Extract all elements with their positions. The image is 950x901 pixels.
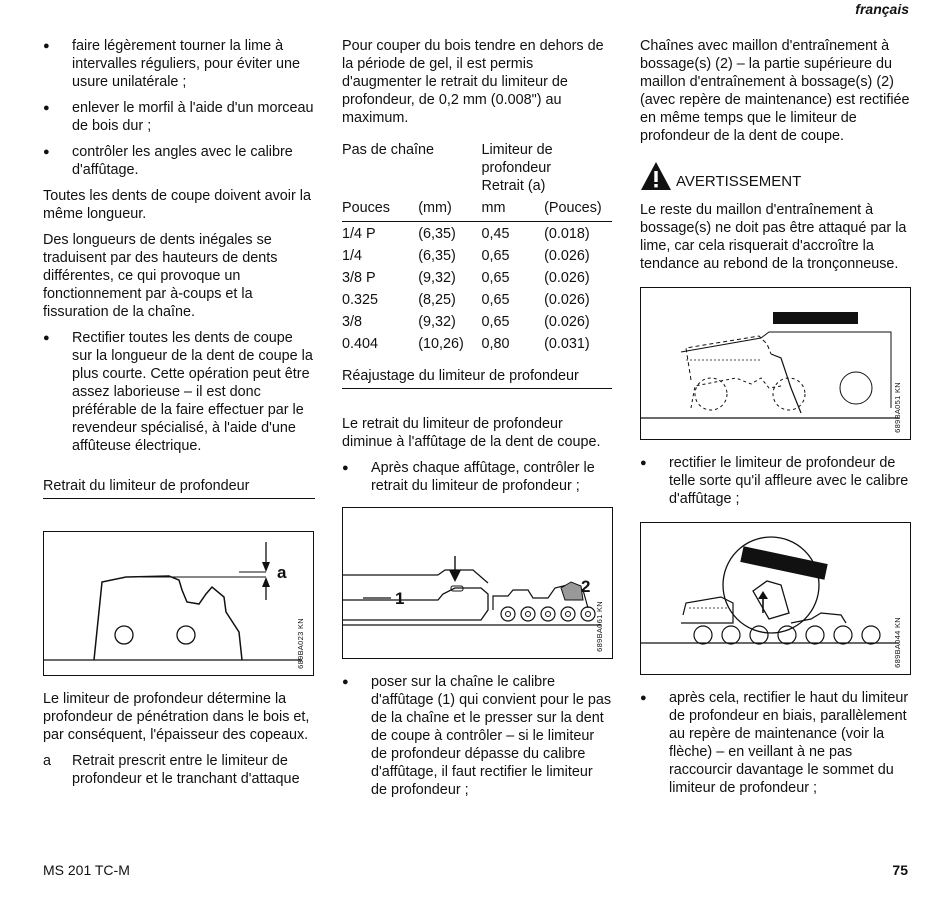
bullet-item: ● enlever le morfil à l'aide d'un morceau de bois dur ;	[43, 99, 315, 135]
paragraph: Le retrait du limiteur de profondeur diminue à l'affûtage de la dent de coupe.	[342, 416, 601, 450]
table-cell: (8,25)	[418, 292, 456, 308]
warning-heading	[640, 161, 910, 191]
table-cell: 3/8	[342, 314, 363, 330]
depth-gauge-table	[342, 141, 612, 357]
gauge-check-figure	[342, 507, 613, 659]
column-2	[342, 37, 612, 807]
legend-item-a	[43, 752, 315, 788]
table-cell: (0.026)	[544, 248, 590, 264]
label-2: 2	[581, 577, 591, 596]
table-row	[342, 269, 612, 291]
label-1: 1	[395, 589, 405, 608]
table-cell: 0.325	[342, 292, 379, 308]
paragraph: Le limiteur de profondeur détermine la profondeur de pénétration dans le bois et, par conséquent, l'épaisseur des copeaux.	[43, 691, 310, 743]
bullet-item: ● Rectifier toutes les dents de coupe sur la longueur de la dent de coupe la plus courte. Cette opération peut être assez laborieuse – il est donc préférable de la faire effectuer par le revendeur spécialisé, à l'aide d'une affûteuse électrique.	[43, 329, 315, 455]
section-heading: Retrait du limiteur de profondeur	[43, 477, 315, 499]
table-cell: 0.404	[342, 336, 379, 352]
flush-gauge-figure	[640, 287, 911, 440]
bevel-depth-gauge-illustration	[641, 523, 910, 674]
bullet-item: ● après cela, rectifier le haut du limiteur de profondeur en biais, parallèlement au repère de maintenance (voir la flèche) – en veillant à ne pas raccourcir davantage le sommet du limiteur de profondeur ;	[640, 689, 910, 797]
table-subheader: mm	[481, 200, 506, 216]
warning-label: AVERTISSEMENT	[676, 173, 802, 190]
column-1	[43, 37, 315, 796]
table-cell: (0.026)	[544, 292, 590, 308]
label-a: a	[277, 563, 287, 582]
table-subheader: Pouces	[342, 200, 390, 216]
bullet-item: ● faire légèrement tourner la lime à intervalles réguliers, pour éviter une usure unilatérale ;	[43, 37, 315, 91]
bullet-item: ● rectifier le limiteur de profondeur de telle sorte qu'il affleure avec le calibre d'affûtage ;	[640, 454, 910, 508]
table-cell: 0,45	[481, 226, 510, 242]
legend-marker: a	[43, 753, 52, 769]
figure-code: 689BA051 KN	[893, 382, 902, 433]
language-label: français	[855, 1, 909, 17]
table-cell: (0.018)	[544, 226, 590, 242]
cutter-tooth-illustration	[44, 532, 313, 675]
table-cell: 0,65	[481, 248, 510, 264]
warning-text: Le reste du maillon d'entraînement à bossage(s) ne doit pas être attaqué par la lime, car cela risquerait d'accroître la tendance au rebond de la tronçonneuse.	[640, 202, 907, 272]
table-cell: (0.026)	[544, 314, 590, 330]
column-3	[640, 37, 910, 805]
warning-triangle-icon	[640, 161, 672, 191]
table-header: Retrait (a)	[481, 178, 546, 194]
table-cell: (6,35)	[418, 248, 456, 264]
table-cell: 1/4	[342, 248, 363, 264]
table-cell: (10,26)	[418, 336, 464, 352]
drive-link-illustration	[641, 288, 910, 439]
table-header: Limiteur de profondeur	[481, 142, 553, 176]
table-row	[342, 291, 612, 313]
table-subheader: (mm)	[418, 200, 452, 216]
page-number: 75	[892, 862, 908, 878]
table-row	[342, 222, 612, 248]
figure-code: 689BA044 KN	[893, 617, 902, 668]
bullet-item: ● poser sur la chaîne le calibre d'affûtage (1) qui convient pour le pas de la chaîne et le presser sur la dent de coupe à contrôler – si le limiteur de profondeur dépasse du calibre d'affûtage, il faut rectifier le limiteur de profondeur ;	[342, 673, 612, 799]
paragraph: Pour couper du bois tendre en dehors de la période de gel, il est permis d'augmenter le retrait du limiteur de profondeur, de 0,2 mm (0.008") au maximum.	[342, 38, 604, 126]
figure-code: 689BA023 KN	[296, 618, 305, 669]
paragraph: Des longueurs de dents inégales se traduisent par des hauteurs de dents différentes, ce qui provoque un fonctionnement par à-coups et la fissuration de la chaîne.	[43, 232, 278, 320]
table-cell: 3/8 P	[342, 270, 376, 286]
paragraph: Chaînes avec maillon d'entraînement à bossage(s) (2) – la partie supérieure du maillon d'entraînement à bossage(s) (2) (avec repère de maintenance) est rectifiée en même temps que le limiteur de profondeur de la dent de coupe.	[640, 38, 910, 144]
bullet-item: ● Après chaque affûtage, contrôler le retrait du limiteur de profondeur ;	[342, 459, 612, 495]
table-cell: 0,65	[481, 314, 510, 330]
bullet-item: ● contrôler les angles avec le calibre d'affûtage.	[43, 143, 315, 179]
table-subheader: (Pouces)	[544, 200, 602, 216]
table-row	[342, 313, 612, 335]
table-cell: 0,80	[481, 336, 510, 352]
bevel-figure	[640, 522, 911, 675]
filing-gauge-illustration	[343, 508, 612, 658]
table-header: Pas de chaîne	[342, 142, 435, 158]
table-cell: (6,35)	[418, 226, 456, 242]
table-cell: 0,65	[481, 270, 510, 286]
table-cell: (0.031)	[544, 336, 590, 352]
table-cell: (9,32)	[418, 314, 456, 330]
paragraph: Toutes les dents de coupe doivent avoir la même longueur.	[43, 188, 311, 222]
table-cell: (0.026)	[544, 270, 590, 286]
table-cell: 1/4 P	[342, 226, 376, 242]
section-heading: Réajustage du limiteur de profondeur	[342, 367, 612, 389]
table-row	[342, 247, 612, 269]
footer-model: MS 201 TC-M	[43, 862, 130, 878]
legend-text: Retrait prescrit entre le limiteur de profondeur et le tranchant d'attaque	[72, 753, 300, 787]
table-cell: 0,65	[481, 292, 510, 308]
figure-code: 689BA061 KN	[595, 601, 604, 652]
table-cell: (9,32)	[418, 270, 456, 286]
table-row	[342, 335, 612, 357]
depth-gauge-figure	[43, 531, 314, 676]
